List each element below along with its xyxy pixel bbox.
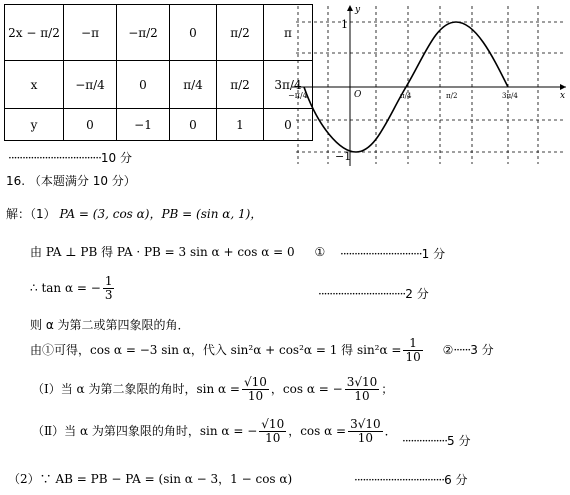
score-5: 5 分 bbox=[447, 434, 471, 448]
case2-sin-den: 10 bbox=[265, 431, 281, 445]
x-axis-label: x bbox=[560, 91, 566, 101]
case2-cos-num: 3√10 bbox=[350, 417, 381, 431]
circle-2: ② bbox=[442, 343, 454, 357]
case1-sin-den: 10 bbox=[247, 389, 264, 403]
tan-den: 3 bbox=[104, 288, 113, 302]
score-6: 6 分 bbox=[444, 473, 468, 487]
score-1: 1 分 bbox=[421, 247, 446, 261]
y-tick-minus-1: −1 bbox=[335, 150, 352, 163]
score-10-line: ·································10 分 bbox=[8, 151, 132, 165]
sine-graph bbox=[288, 2, 570, 167]
grid bbox=[296, 6, 566, 164]
case1-cos-num: 3√10 bbox=[346, 375, 378, 389]
y-tick-1: 1 bbox=[341, 18, 348, 31]
cell: x bbox=[5, 61, 64, 109]
cell: −1 bbox=[117, 109, 170, 141]
case-1-line bbox=[32, 376, 393, 403]
score-6-line: ································6 分 bbox=[354, 473, 468, 487]
cell: π/2 bbox=[217, 61, 264, 109]
cell: 0 bbox=[170, 5, 217, 61]
problem-16-heading: 16. （本题满分 10 分） bbox=[6, 174, 136, 188]
score-3: 3 分 bbox=[470, 343, 494, 357]
quadrant-line: 则 α 为第二或第四象限的角． bbox=[30, 318, 190, 332]
sub-num: 1 bbox=[403, 337, 422, 351]
case-2-line bbox=[32, 418, 397, 445]
cell: −π/2 bbox=[117, 5, 170, 61]
cell: 1 bbox=[217, 109, 264, 141]
cell: y bbox=[5, 109, 64, 141]
tan-line bbox=[30, 275, 116, 302]
cell: π/2 bbox=[217, 5, 264, 61]
cell: 0 bbox=[64, 109, 117, 141]
score-5-line: ················5 分 bbox=[402, 434, 471, 448]
value-table bbox=[4, 4, 313, 141]
score-10: 10 分 bbox=[100, 151, 132, 165]
cell: π/4 bbox=[170, 61, 217, 109]
sub-text: 由①可得，cos α = −3 sin α，代入 sin²α + cos²α = 1 得 sin²α = bbox=[30, 343, 402, 357]
cell: 0 bbox=[117, 61, 170, 109]
score-2: 2 分 bbox=[405, 287, 429, 301]
perp-line bbox=[30, 243, 325, 260]
score-1-line: ·····························1 分 bbox=[340, 247, 446, 261]
tan-text: ∴ tan α = − bbox=[30, 281, 101, 295]
cell: 0 bbox=[170, 109, 217, 141]
part-2-line: （2）∵ AB = PB − PA = (sin α − 3，1 − cos α) bbox=[8, 472, 293, 486]
case1-cos-den: 10 bbox=[354, 389, 370, 403]
y-axis-arrow bbox=[347, 5, 353, 11]
case2-prefix: （Ⅱ）当 α 为第四象限的角时，sin α = − bbox=[32, 424, 258, 438]
cell: −π/4 bbox=[64, 61, 117, 109]
origin-label: O bbox=[354, 90, 362, 100]
case2-end: ． bbox=[384, 424, 397, 438]
substitution-line: 由①可得，cos α = −3 sin α，代入 sin²α + cos²α = 1 得 sin²α = $\frac{1}{10}$ ②······3 分 bbox=[30, 336, 494, 364]
circle-1: ① bbox=[314, 245, 326, 259]
pa-pb-eq: PA = (3, cos α)，PB = (sin α, 1)， bbox=[59, 207, 263, 221]
case2-sin-num: √10 bbox=[261, 417, 285, 431]
sol-line-1 bbox=[6, 205, 262, 222]
case1-prefix: （Ⅰ）当 α 为第二象限的角时，sin α = bbox=[32, 382, 240, 396]
y-axis-label: y bbox=[355, 5, 361, 15]
perp-text: 由 PA ⊥ PB 得 PA · PB = 3 sin α + cos α = 0 bbox=[30, 245, 295, 259]
case1-cos-label: ，cos α = − bbox=[270, 382, 343, 396]
cell: −π bbox=[64, 5, 117, 61]
sub-den: 10 bbox=[405, 350, 421, 364]
cell: 3π/4 bbox=[264, 61, 313, 109]
x-axis-arrow bbox=[560, 84, 566, 90]
case2-cos-den: 10 bbox=[357, 431, 374, 445]
score-2-line: ·······························2 分 bbox=[318, 287, 429, 301]
case2-cos-label: ，cos α = bbox=[288, 424, 347, 438]
case1-end: ； bbox=[381, 382, 394, 396]
x-tick-minus-pi-4: −π/4 bbox=[288, 91, 308, 100]
cell: π bbox=[264, 5, 313, 61]
case1-sin-num: √10 bbox=[244, 375, 267, 389]
x-tick-pi-2: π/2 bbox=[446, 92, 458, 100]
x-tick-3pi-4: 3π/4 bbox=[502, 92, 518, 100]
tan-num: 1 bbox=[104, 274, 113, 288]
cell: 2x − π/2 bbox=[5, 5, 64, 61]
x-tick-pi-4: π/4 bbox=[400, 92, 412, 100]
cell: 0 bbox=[264, 109, 313, 141]
sol-label: 解：（1） bbox=[6, 207, 56, 221]
